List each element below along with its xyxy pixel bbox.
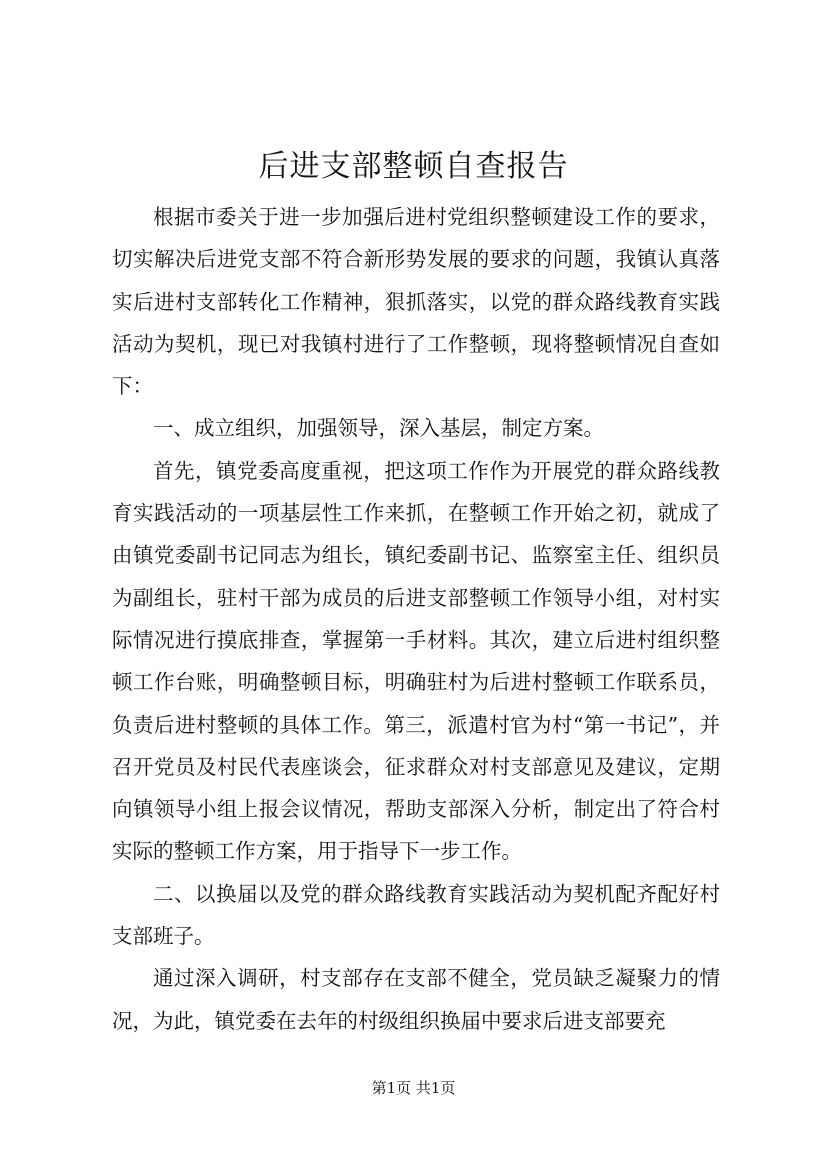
page-footer: 第1页 共1页 [371, 1079, 456, 1097]
paragraph-intro: 根据市委关于进一步加强后进村党组织整顿建设工作的要求，切实解决后进党支部不符合新形势发展的要求的问题，我镇认真落实后进村支部转化工作精神，狠抓落实，以党的群众路线教育实践活动为契机，现已对我镇村进行了工作整顿，现将整顿情况自查如下： [112, 205, 720, 399]
document-title: 后进支部整顿自查报告 [258, 149, 569, 184]
section-heading-2: 二、以换届以及党的群众路线教育实践活动为契机配齐配好村支部班子。 [112, 881, 720, 949]
paragraph-section-1: 首先，镇党委高度重视，把这项工作作为开展党的群众路线教育实践活动的一项基层性工作来抓，在整顿工作开始之初，就成了由镇党委副书记同志为组长，镇纪委副书记、监察室主任、组织员为副组长，驻村干部为成员的后进支部整顿工作领导小组，对村实际情况进行摸底排查，掌握第一手材料。其次，建立后进村组织整顿工作台账，明确整顿目标，明确驻村为后进村整顿工作联系员，负责后进村整顿的具体工作。第三，派遣村官为村“第一书记”，并召开党员及村民代表座谈会，征求群众对村支部意见及建议，定期向镇领导小组上报会议情况，帮助支部深入分析，制定出了符合村实际的整顿工作方案，用于指导下一步工作。 [112, 458, 720, 864]
document-body [112, 196, 720, 1042]
section-heading-1: 一、成立组织，加强领导，深入基层，制定方案。 [153, 416, 604, 441]
paragraph-section-2: 通过深入调研，村支部存在支部不健全，党员缺乏凝聚力的情况，为此，镇党委在去年的村级组织换届中要求后进支部要充 [112, 966, 720, 1033]
